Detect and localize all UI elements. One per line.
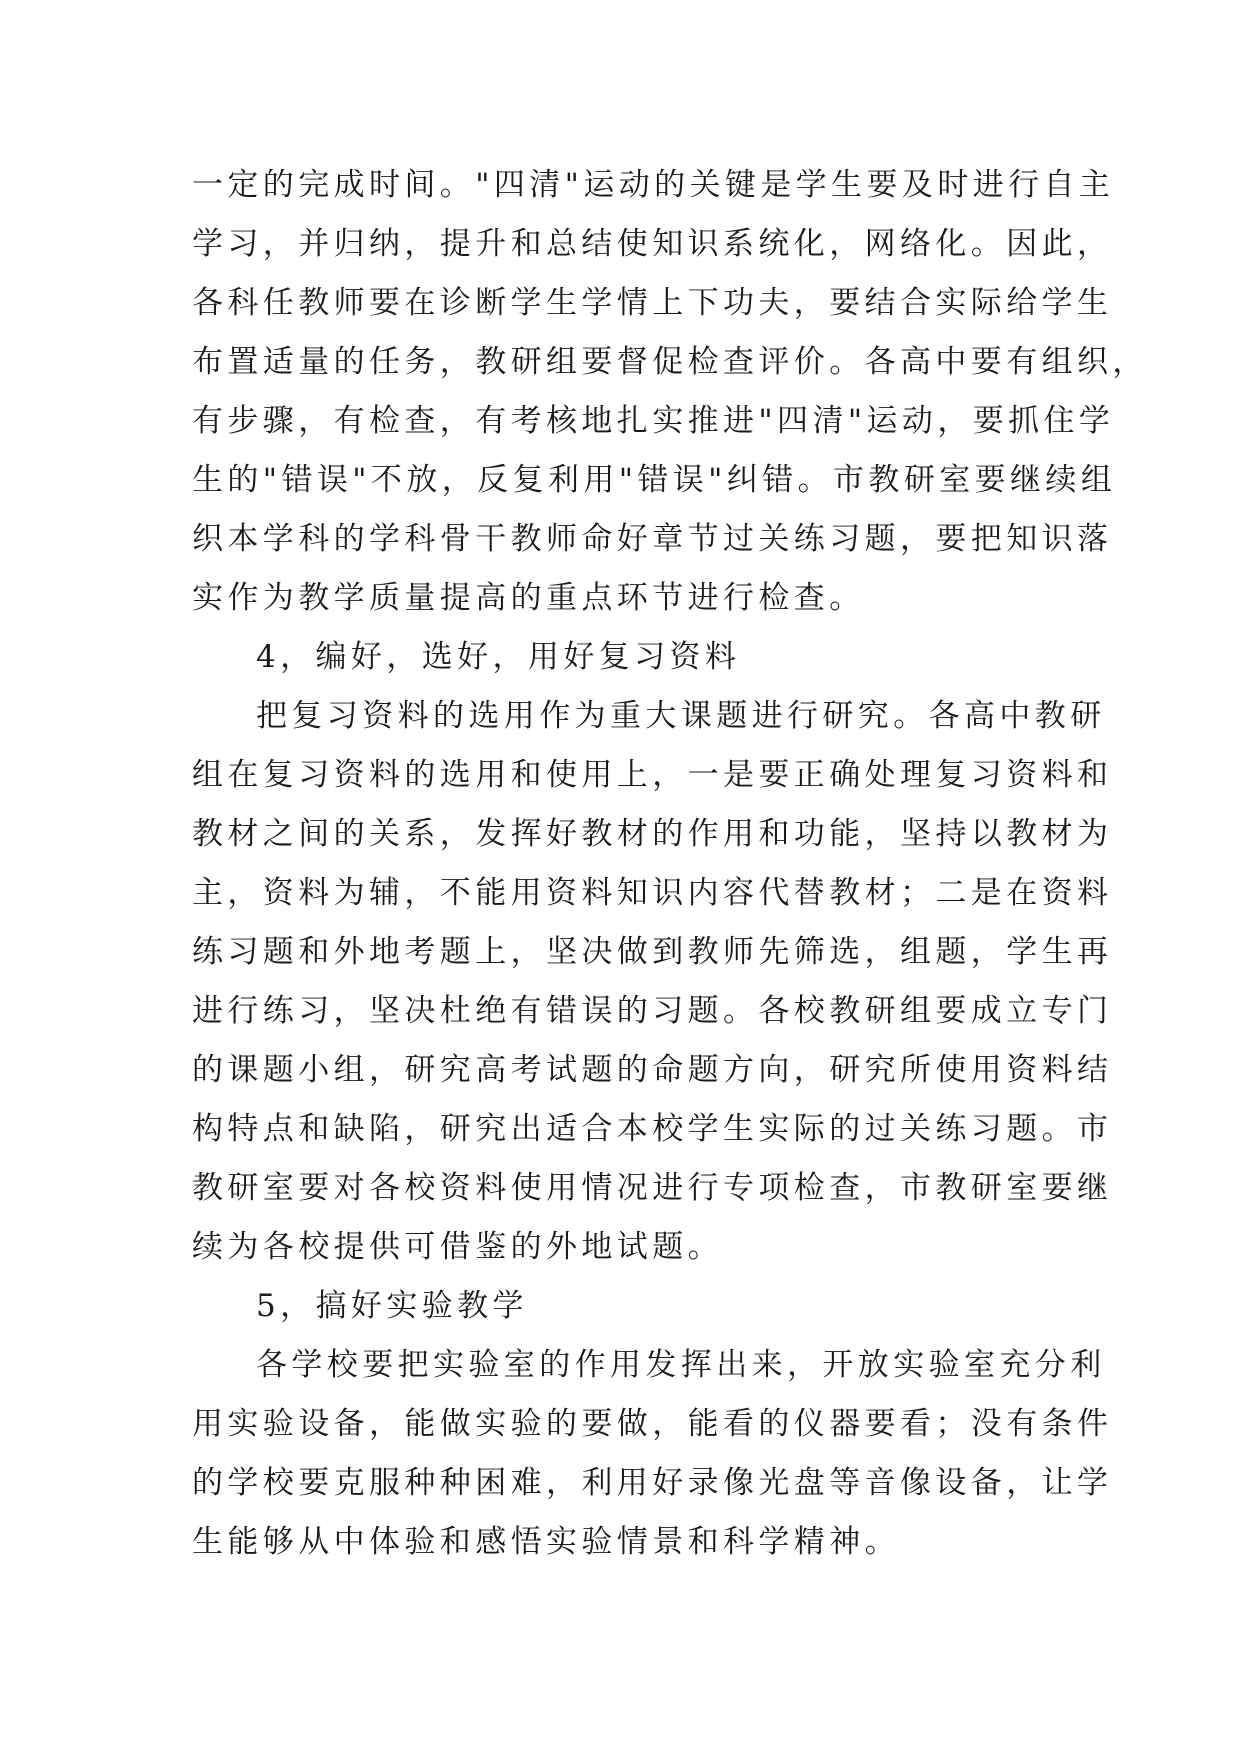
section-heading-5: 5，搞好实验教学 [256, 1288, 528, 1324]
paragraph-1-line: 学习，并归纳，提升和总结使知识系统化，网络化。因此， [192, 226, 1113, 262]
paragraph-2-line: 把复习资料的选用作为重大课题进行研究。各高中教研 [256, 698, 1106, 734]
paragraph-1-line: 生的"错误"不放，反复利用"错误"纠错。市教研室要继续组 [192, 462, 1117, 498]
paragraph-1-line: 布置适量的任务，教研组要督促检查评价。各高中要有组织， [192, 344, 1148, 380]
paragraph-2-line: 教研室要对各校资料使用情况进行专项检查，市教研室要继 [192, 1170, 1113, 1206]
paragraph-1-line: 织本学科的学科骨干教师命好章节过关练习题，要把知识落 [192, 521, 1113, 557]
paragraph-3-line: 生能够从中体验和感悟实验情景和科学精神。 [192, 1524, 900, 1560]
paragraph-2-line: 练习题和外地考题上，坚决做到教师先筛选，组题，学生再 [192, 934, 1113, 970]
section-heading-4: 4，编好，选好，用好复习资料 [256, 639, 741, 675]
paragraph-1-line: 实作为教学质量提高的重点环节进行检查。 [192, 580, 865, 616]
paragraph-2-line: 的课题小组，研究高考试题的命题方向，研究所使用资料结 [192, 1052, 1113, 1088]
paragraph-2-line: 构特点和缺陷，研究出适合本校学生实际的过关练习题。市 [192, 1111, 1113, 1147]
paragraph-2-line: 续为各校提供可借鉴的外地试题。 [192, 1229, 723, 1265]
document-body [192, 156, 1148, 1572]
paragraph-1-line: 一定的完成时间。"四清"运动的关键是学生要及时进行自主 [192, 167, 1115, 203]
paragraph-3-line: 用实验设备，能做实验的要做，能看的仪器要看；没有条件 [192, 1406, 1113, 1442]
paragraph-2-line: 教材之间的关系，发挥好教材的作用和功能，坚持以教材为 [192, 816, 1113, 852]
paragraph-3-line: 各学校要把实验室的作用发挥出来，开放实验室充分利 [256, 1347, 1106, 1383]
paragraph-2-line: 主，资料为辅，不能用资料知识内容代替教材；二是在资料 [192, 875, 1113, 911]
paragraph-2-line: 进行练习，坚决杜绝有错误的习题。各校教研组要成立专门 [192, 993, 1113, 1029]
paragraph-1-line: 各科任教师要在诊断学生学情上下功夫，要结合实际给学生 [192, 285, 1113, 321]
paragraph-2-line: 组在复习资料的选用和使用上，一是要正确处理复习资料和 [192, 757, 1113, 793]
paragraph-3-line: 的学校要克服种种困难，利用好录像光盘等音像设备，让学 [192, 1465, 1113, 1501]
paragraph-1-line: 有步骤，有检查，有考核地扎实推进"四清"运动，要抓住学 [192, 403, 1115, 439]
